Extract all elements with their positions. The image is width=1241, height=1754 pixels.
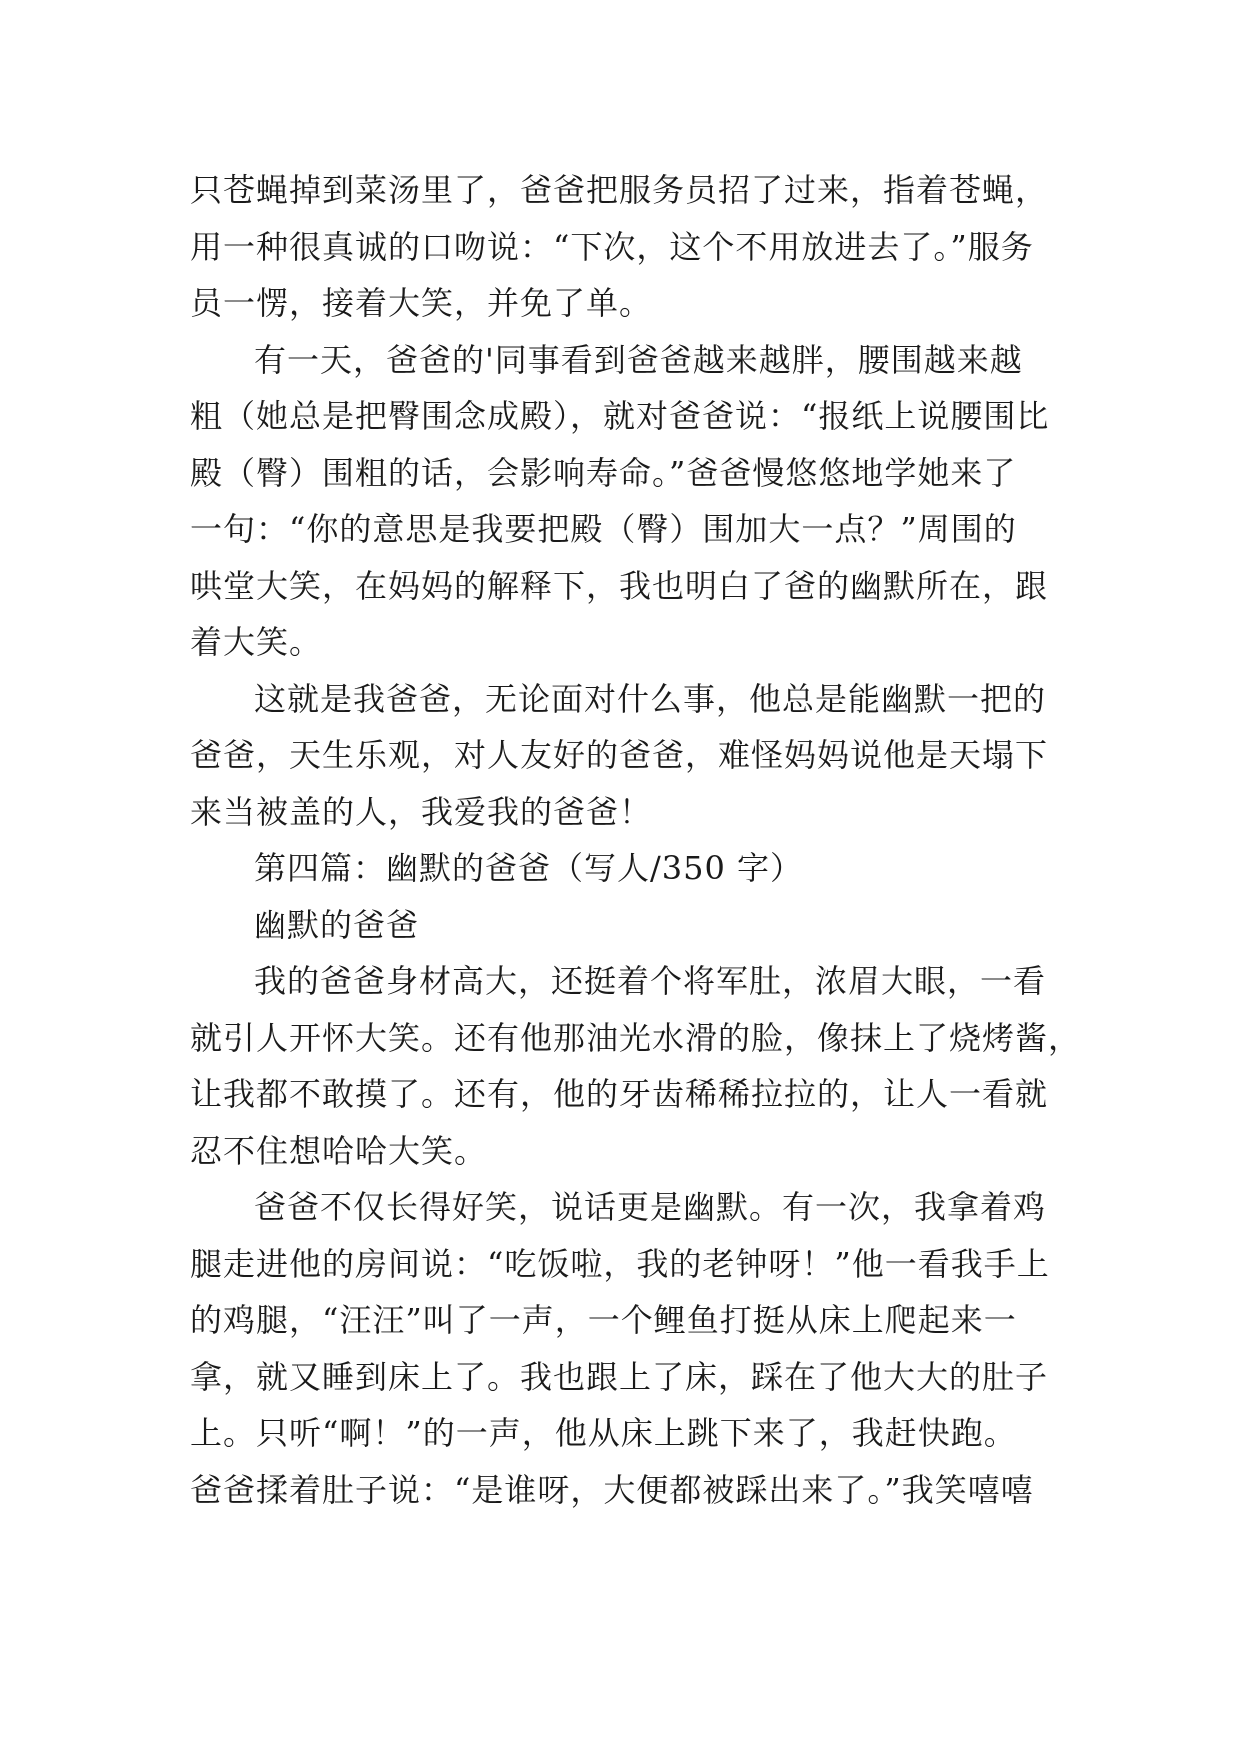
text-line: 爸爸揉着肚子说：“是谁呀，大便都被踩出来了。”我笑嘻嘻 xyxy=(190,1470,1034,1509)
text-line: 第四篇：幽默的爸爸（写人/350 字） xyxy=(254,849,804,887)
text-line: 一句：“你的意思是我要把殿（臀）围加大一点？”周围的 xyxy=(190,510,1017,548)
text-line: 上。只听“啊！”的一声，他从床上跳下来了，我赶快跑。 xyxy=(190,1414,1017,1452)
text-line: 爸爸，天生乐观，对人友好的爸爸，难怪妈妈说他是天塌下 xyxy=(190,736,1049,774)
text-line: 幽默的爸爸 xyxy=(254,905,420,944)
text-line: 爸爸不仅长得好笑，说话更是幽默。有一次，我拿着鸡 xyxy=(254,1188,1047,1226)
text-line: 让我都不敢摸了。还有，他的牙齿稀稀拉拉的，让人一看就 xyxy=(190,1075,1049,1113)
text-line: 这就是我爸爸，无论面对什么事，他总是能幽默一把的 xyxy=(254,679,1047,718)
text-line: 着大笑。 xyxy=(190,623,323,661)
text-line: 就引人开怀大笑。还有他那油光水滑的脸，像抹上了烧烤酱， xyxy=(190,1018,1082,1057)
text-line: 腿走进他的房间说：“吃饭啦，我的老钟呀！”他一看我手上 xyxy=(190,1244,1050,1283)
text-line: 拿，就又睡到床上了。我也跟上了床，踩在了他大大的肚子 xyxy=(190,1357,1049,1396)
text-line: 粗（她总是把臀围念成殿），就对爸爸说：“报纸上说腰围比 xyxy=(190,397,1050,435)
text-line: 用一种很真诚的口吻说：“下次，这个不用放进去了。”服务 xyxy=(190,227,1034,266)
text-line: 殿（臀）围粗的话，会影响寿命。”爸爸慢悠悠地学她来了 xyxy=(190,453,1017,492)
document-body xyxy=(190,162,1082,1518)
text-line: 只苍蝇掉到菜汤里了，爸爸把服务员招了过来，指着苍蝇， xyxy=(190,171,1049,209)
text-line: 来当被盖的人，我爱我的爸爸！ xyxy=(190,792,653,831)
text-line: 的鸡腿，“汪汪”叫了一声，一个鲤鱼打挺从床上爬起来一 xyxy=(190,1301,1017,1339)
text-line: 我的爸爸身材高大，还挺着个将军肚，浓眉大眼，一看 xyxy=(254,962,1047,1000)
text-line: 忍不住想哈哈大笑。 xyxy=(190,1131,488,1170)
text-line: 哄堂大笑，在妈妈的解释下，我也明白了爸的幽默所在，跟 xyxy=(190,566,1049,605)
text-line: 有一天，爸爸的'同事看到爸爸越来越胖，腰围越来越 xyxy=(254,340,1023,379)
text-line: 员一愣，接着大笑，并免了单。 xyxy=(190,284,653,322)
